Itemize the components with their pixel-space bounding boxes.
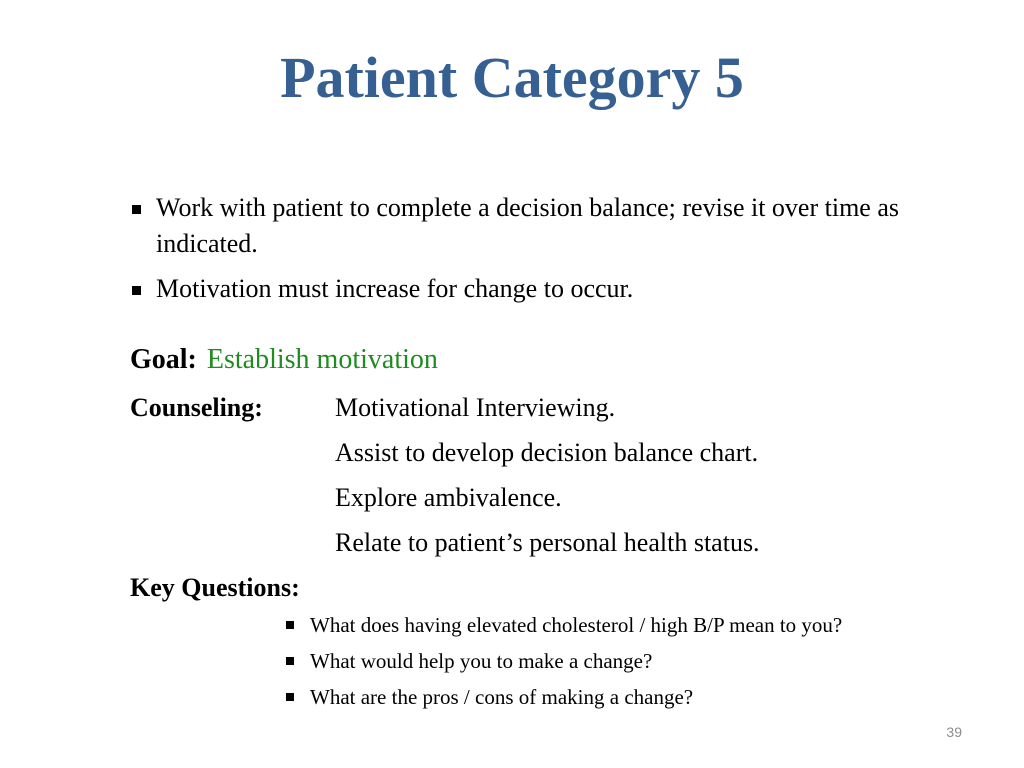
key-questions-label: Key Questions: [130, 573, 300, 602]
counseling-label: Counseling: [130, 393, 263, 422]
main-bullet-list [130, 190, 970, 316]
square-bullet-icon [286, 657, 294, 665]
counseling-item: Relate to patient’s personal health status. [335, 528, 760, 557]
key-questions-list [285, 611, 842, 719]
counseling-item: Motivational Interviewing. [335, 393, 616, 422]
key-question-item [285, 683, 842, 711]
key-question-text: What would help you to make a change? [310, 649, 653, 673]
square-bullet-icon [286, 621, 294, 629]
square-bullet-icon [286, 693, 294, 701]
bullet-text: Motivation must increase for change to occur. [156, 274, 634, 303]
key-question-text: What are the pros / cons of making a change? [310, 685, 694, 709]
square-bullet-icon [132, 286, 141, 295]
key-question-text: What does having elevated cholesterol / high B/P mean to you? [310, 613, 843, 637]
counseling-item: Assist to develop decision balance chart. [335, 438, 759, 467]
goal-line [130, 342, 438, 378]
page-number: 39 [946, 724, 962, 740]
key-question-item [285, 611, 842, 639]
key-question-item [285, 647, 842, 675]
bullet-item [130, 271, 970, 307]
bullet-item [130, 190, 970, 262]
slide-title: Patient Category 5 [280, 45, 744, 110]
goal-label: Goal: [130, 344, 197, 375]
counseling-list [335, 390, 760, 570]
bullet-text: Work with patient to complete a decision balance; revise it over time as indicated. [156, 193, 899, 258]
goal-value: Establish motivation [206, 344, 438, 375]
counseling-item: Explore ambivalence. [335, 483, 562, 512]
square-bullet-icon [132, 205, 141, 214]
